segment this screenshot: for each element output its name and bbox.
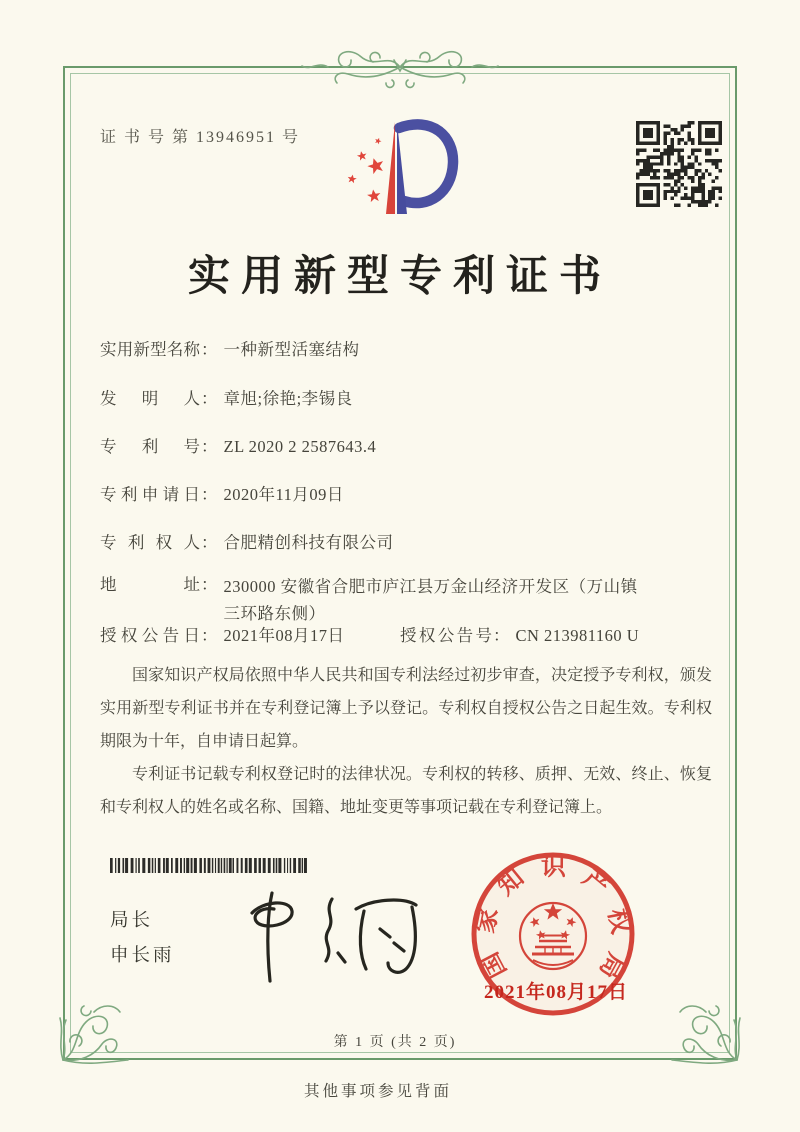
field-colon: ：: [493, 626, 510, 645]
field-value: 章旭;徐艳;李锡良: [223, 389, 353, 408]
barcode-icon: [110, 858, 310, 873]
field-colon: ：: [201, 340, 218, 359]
legal-paragraph-2: 专利证书记载专利权登记时的法律状况。专利权的转移、质押、无效、终止、恢复和专利权人的姓名或名称、国籍、地址变更等事项记载在专利登记簿上。: [100, 766, 712, 816]
field-colon: ：: [201, 437, 218, 456]
field-value: ZL 2020 2 2587643.4: [223, 437, 377, 456]
director-name: 申长雨: [110, 944, 175, 965]
legal-text: [100, 659, 712, 824]
grant-date-value: 2021年08月17日: [223, 626, 345, 645]
director-block: [110, 906, 175, 976]
field-row-patent-number: [100, 435, 376, 459]
seal-agency-text: 国家知识产权局: [472, 853, 634, 984]
field-label: 授权公告号: [400, 626, 492, 645]
field-colon: ：: [201, 626, 218, 645]
field-colon: ：: [201, 389, 218, 408]
grant-number-value: CN 213981160 U: [515, 626, 640, 645]
field-value: 2020年11月09日: [223, 485, 344, 504]
field-row-grant: [100, 624, 712, 648]
cnipa-logo-icon: [336, 96, 496, 236]
back-side-note: 其他事项参见背面: [303, 1083, 452, 1100]
field-row-patentee: [100, 531, 394, 555]
address-line-2: 三环路东侧）: [223, 604, 326, 623]
field-label: 地址: [100, 575, 200, 594]
field-label: 发明人: [100, 389, 200, 408]
field-row-address: [100, 573, 638, 627]
signature-icon: [228, 881, 428, 993]
field-row-filing-date: [100, 483, 344, 507]
field-label: 实用新型名称: [100, 340, 200, 359]
qr-code-icon: [636, 121, 722, 207]
field-value: 合肥精创科技有限公司: [223, 533, 394, 552]
certificate-title: 实用新型专利证书: [187, 254, 612, 300]
field-value: 一种新型活塞结构: [223, 340, 360, 359]
field-row-inventor: [100, 387, 353, 411]
field-label: 专利权人: [100, 533, 200, 552]
field-colon: ：: [201, 575, 218, 594]
field-label: 授权公告日: [100, 626, 200, 645]
grant-number-group: [400, 624, 639, 648]
seal-date: 2021年08月17日: [483, 982, 628, 1003]
field-colon: ：: [201, 533, 218, 552]
director-title: 局长: [110, 909, 154, 930]
field-label: 专利申请日: [100, 485, 200, 504]
field-value: [224, 573, 638, 627]
page-number: 第 1 页 (共 2 页): [333, 1035, 457, 1050]
certificate-number: 证 书 号 第 13946951 号: [100, 129, 301, 146]
address-line-1: 230000 安徽省合肥市庐江县万金山经济开发区（万山镇: [223, 577, 638, 596]
field-row-utility-model-name: [100, 338, 360, 362]
field-colon: ：: [201, 485, 218, 504]
legal-paragraph-1: 国家知识产权局依照中华人民共和国专利法经过初步审查，决定授予专利权，颁发实用新型专利证书并在专利登记簿上予以登记。专利权自授权公告之日起生效。专利权期限为十年，自申请日起算。: [100, 667, 712, 750]
field-label: 专利号: [100, 437, 200, 456]
